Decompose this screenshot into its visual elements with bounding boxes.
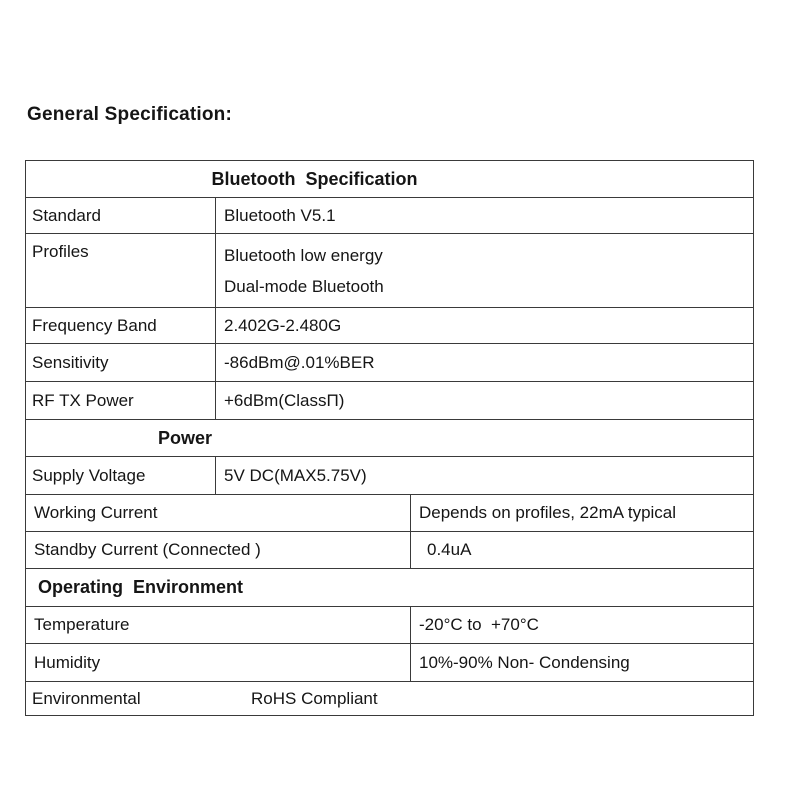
row-label: Standby Current (Connected ) [26,532,411,568]
row-label: Sensitivity [26,344,216,381]
table-row-working-current [26,494,753,531]
row-value-line-2: Dual-mode Bluetooth [224,277,384,296]
row-value: 2.402G-2.480G [224,315,342,335]
table-row-rf-tx-power [26,381,753,419]
section-title: Operating Environment [38,577,244,597]
table-row-standard [26,197,753,233]
row-value-line-1: Bluetooth low energy [224,246,383,265]
row-label: Temperature [26,607,411,643]
section-title: Power [158,427,213,448]
row-label: Humidity [26,644,411,681]
row-value: -86dBm@.01%BER [224,352,375,372]
row-value: 0.4uA [427,540,472,559]
row-value: 10%-90% Non- Condensing [419,652,630,672]
table-row-standby-current [26,531,753,568]
row-value: 5V DC(MAX5.75V) [224,465,367,485]
row-value: Depends on profiles, 22mA typical [419,503,677,522]
table-row-frequency-band [26,307,753,343]
table-row-humidity [26,643,753,681]
table-row-temperature [26,606,753,643]
section-header-power [26,419,753,456]
row-value: Bluetooth V5.1 [224,205,336,225]
row-label: Working Current [26,495,411,531]
row-value [216,234,753,307]
table-title-row [26,161,753,197]
row-label: Standard [26,198,216,233]
table-row-supply-voltage [26,456,753,494]
row-value: +6dBm(ClassΠ) [224,390,345,410]
spec-table [25,160,754,716]
table-row-environmental [26,681,753,715]
row-label: RF TX Power [26,382,216,419]
row-label: Supply Voltage [26,457,216,494]
section-header-operating-environment [26,568,753,606]
row-label: Environmental [32,688,141,708]
row-label: Frequency Band [26,308,216,343]
table-row-sensitivity [26,343,753,381]
table-title: Bluetooth Specification [211,168,418,189]
page-title: General Specification: [27,104,233,125]
row-value: -20°C to +70°C [419,615,539,634]
table-row-profiles [26,233,753,307]
row-value: RoHS Compliant [251,688,378,708]
row-label: Profiles [26,234,216,307]
